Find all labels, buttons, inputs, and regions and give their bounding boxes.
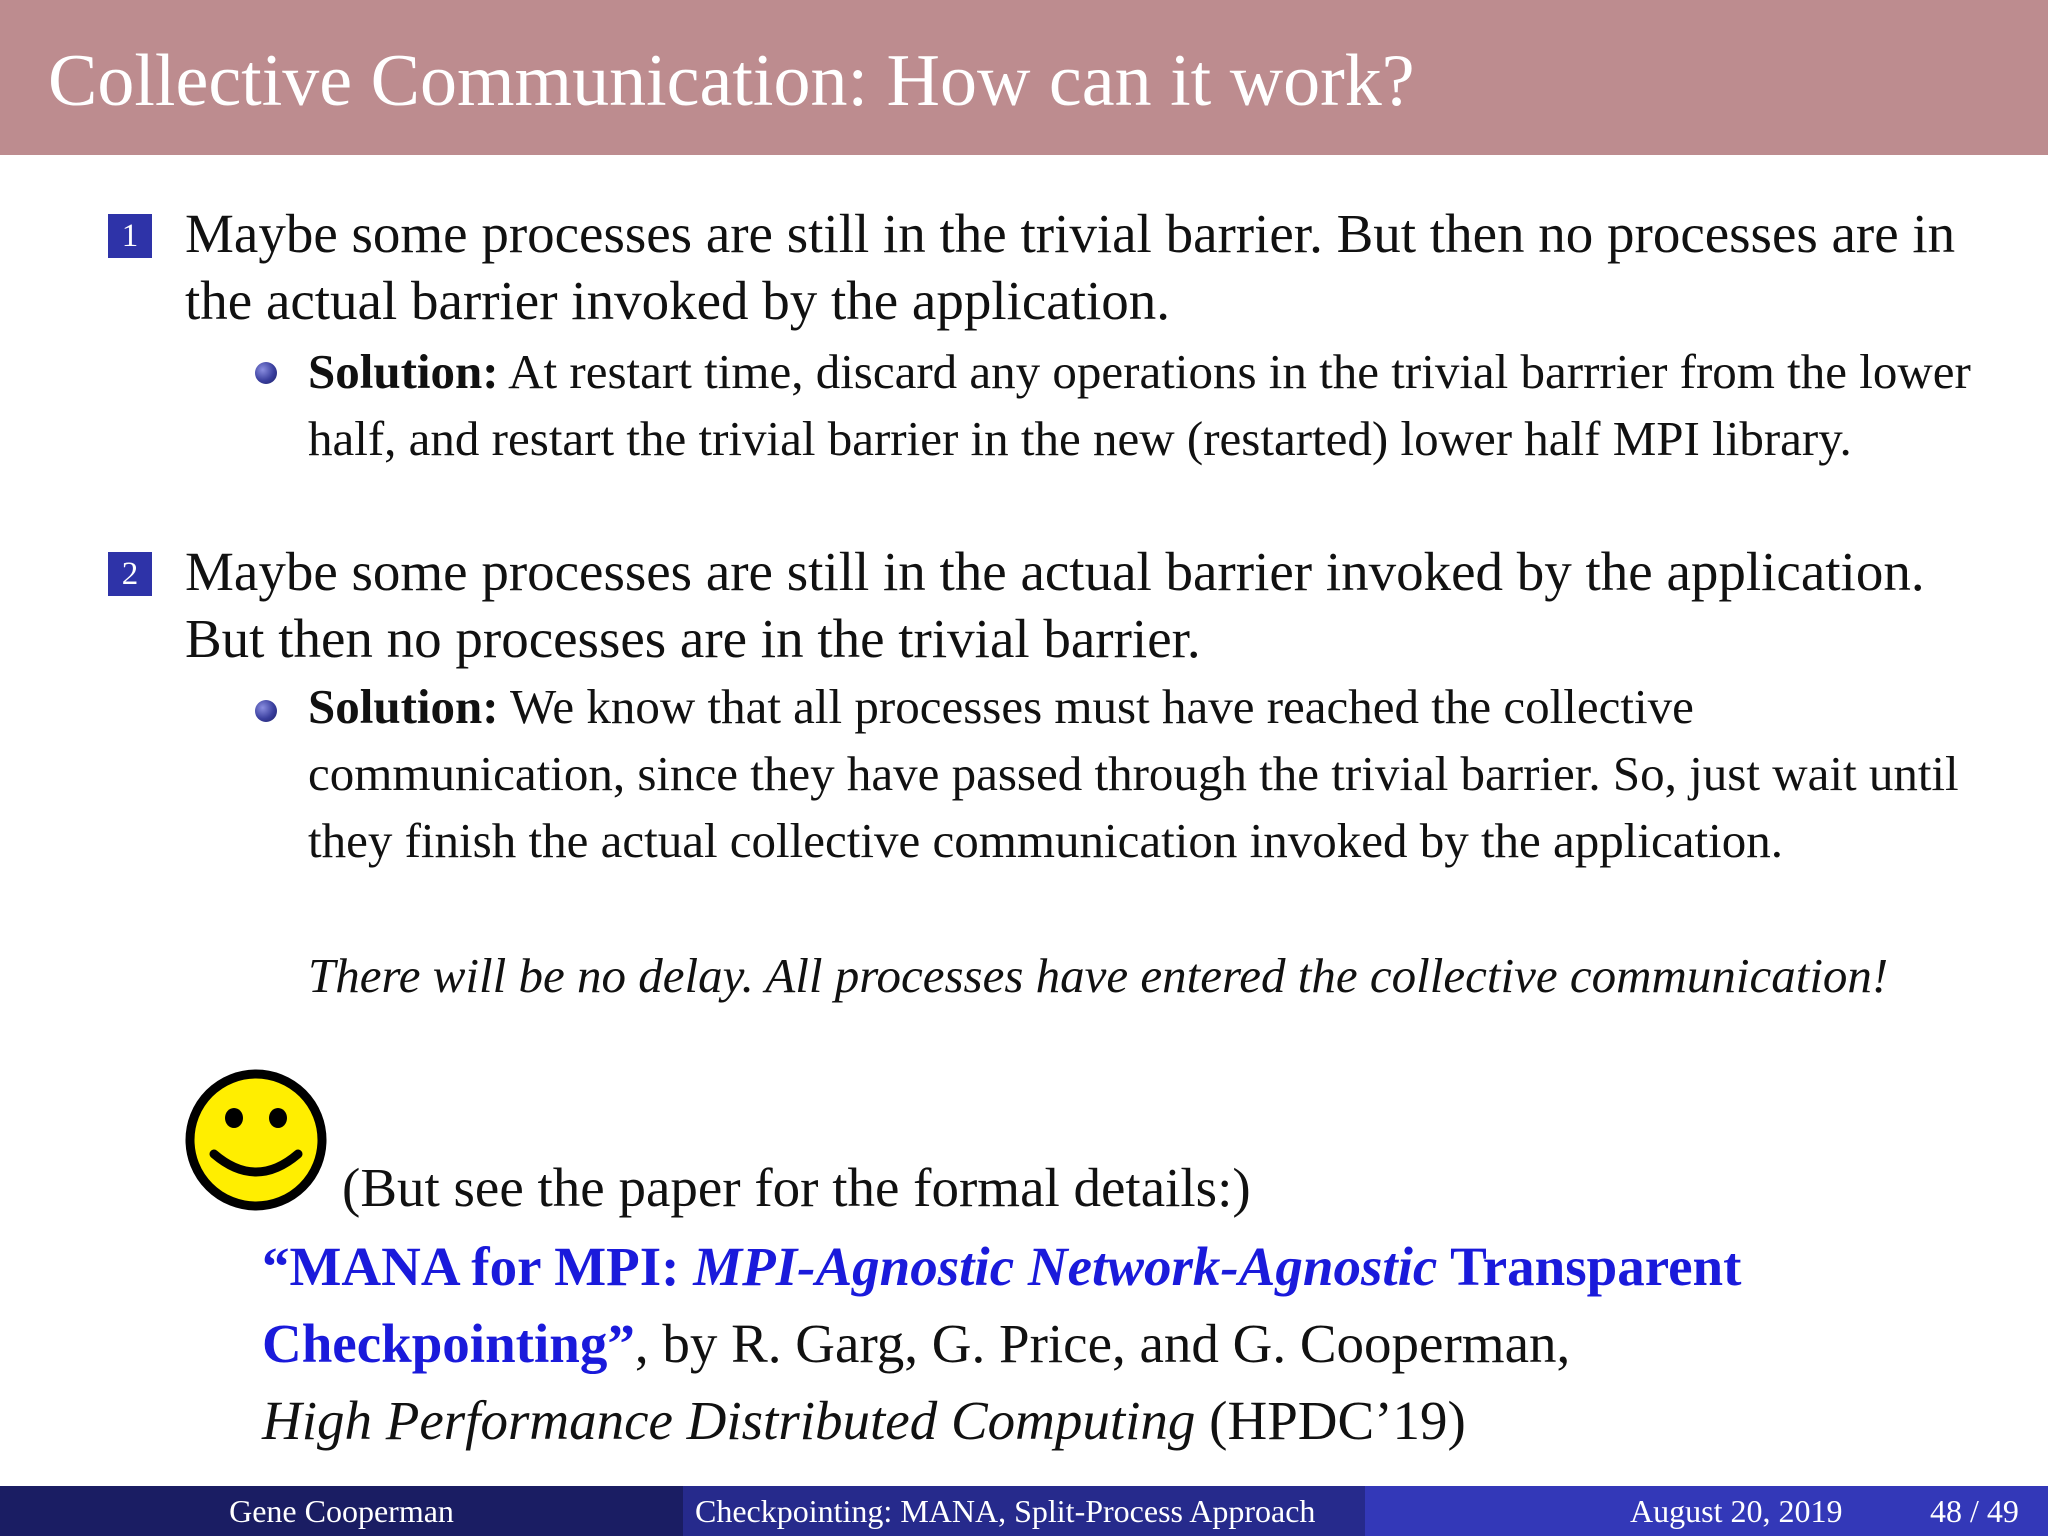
reference-venue-abbr: (HPDC’19)	[1195, 1390, 1466, 1451]
item-2-text: Maybe some processes are still in the actual barrier invoked by the application. But then no processes are in the trivial barrier.	[185, 541, 1925, 669]
reference-authors: , by R. Garg, G. Price, and G. Cooperman,	[634, 1313, 1571, 1374]
reference-title-part2: Transparent Checkpointing”	[262, 1236, 1742, 1374]
footer-author-section	[0, 1486, 683, 1536]
solution-text: We know that all processes must have reached the collective communication, since they have passed through the trivial barrier. So, just wait until they finish the actual collective communication invoked by the application.	[308, 679, 1959, 868]
paper-reference	[262, 1228, 1942, 1459]
item-2-note: There will be no delay. All processes have entered the collective communication!	[308, 948, 1889, 1003]
solution-text: At restart time, discard any operations in the trivial barrrier from the lower half, and restart the trivial barrier in the new (restarted) lower half MPI library.	[308, 344, 1971, 466]
item-2-solution	[308, 673, 2008, 874]
item-1-text: Maybe some processes are still in the trivial barrier. But then no processes are in the actual barrier invoked by the application.	[185, 203, 1956, 331]
solution-label: Solution:	[308, 344, 499, 399]
footer-talk-title: Checkpointing: MANA, Split-Process Approach	[695, 1493, 1316, 1529]
bullet-icon	[255, 362, 277, 384]
bullet-icon	[255, 700, 277, 722]
footer-author: Gene Cooperman	[229, 1493, 454, 1529]
item-number-2: 2	[108, 552, 152, 596]
footer-date: August 20, 2019	[1630, 1493, 1843, 1529]
smiley-face-icon	[183, 1067, 329, 1213]
item-1-solution	[308, 338, 2008, 472]
footer-date-section	[1365, 1486, 2048, 1536]
title-bar	[0, 0, 2048, 155]
slide-title: Collective Communication: How can it work?	[48, 40, 1415, 122]
footer-bar	[0, 1486, 2048, 1536]
reference-venue: High Performance Distributed Computing	[262, 1390, 1196, 1451]
solution-label: Solution:	[308, 679, 499, 734]
footer-title-section	[683, 1486, 1365, 1536]
parenthetical-note: (But see the paper for the formal details:)	[342, 1157, 1251, 1218]
item-number-1: 1	[108, 214, 152, 258]
page-number: 48 / 49	[1930, 1493, 2019, 1529]
reference-title-part1: “MANA for MPI:	[262, 1236, 694, 1297]
reference-title-italic: MPI-Agnostic Network-Agnostic	[693, 1236, 1438, 1297]
